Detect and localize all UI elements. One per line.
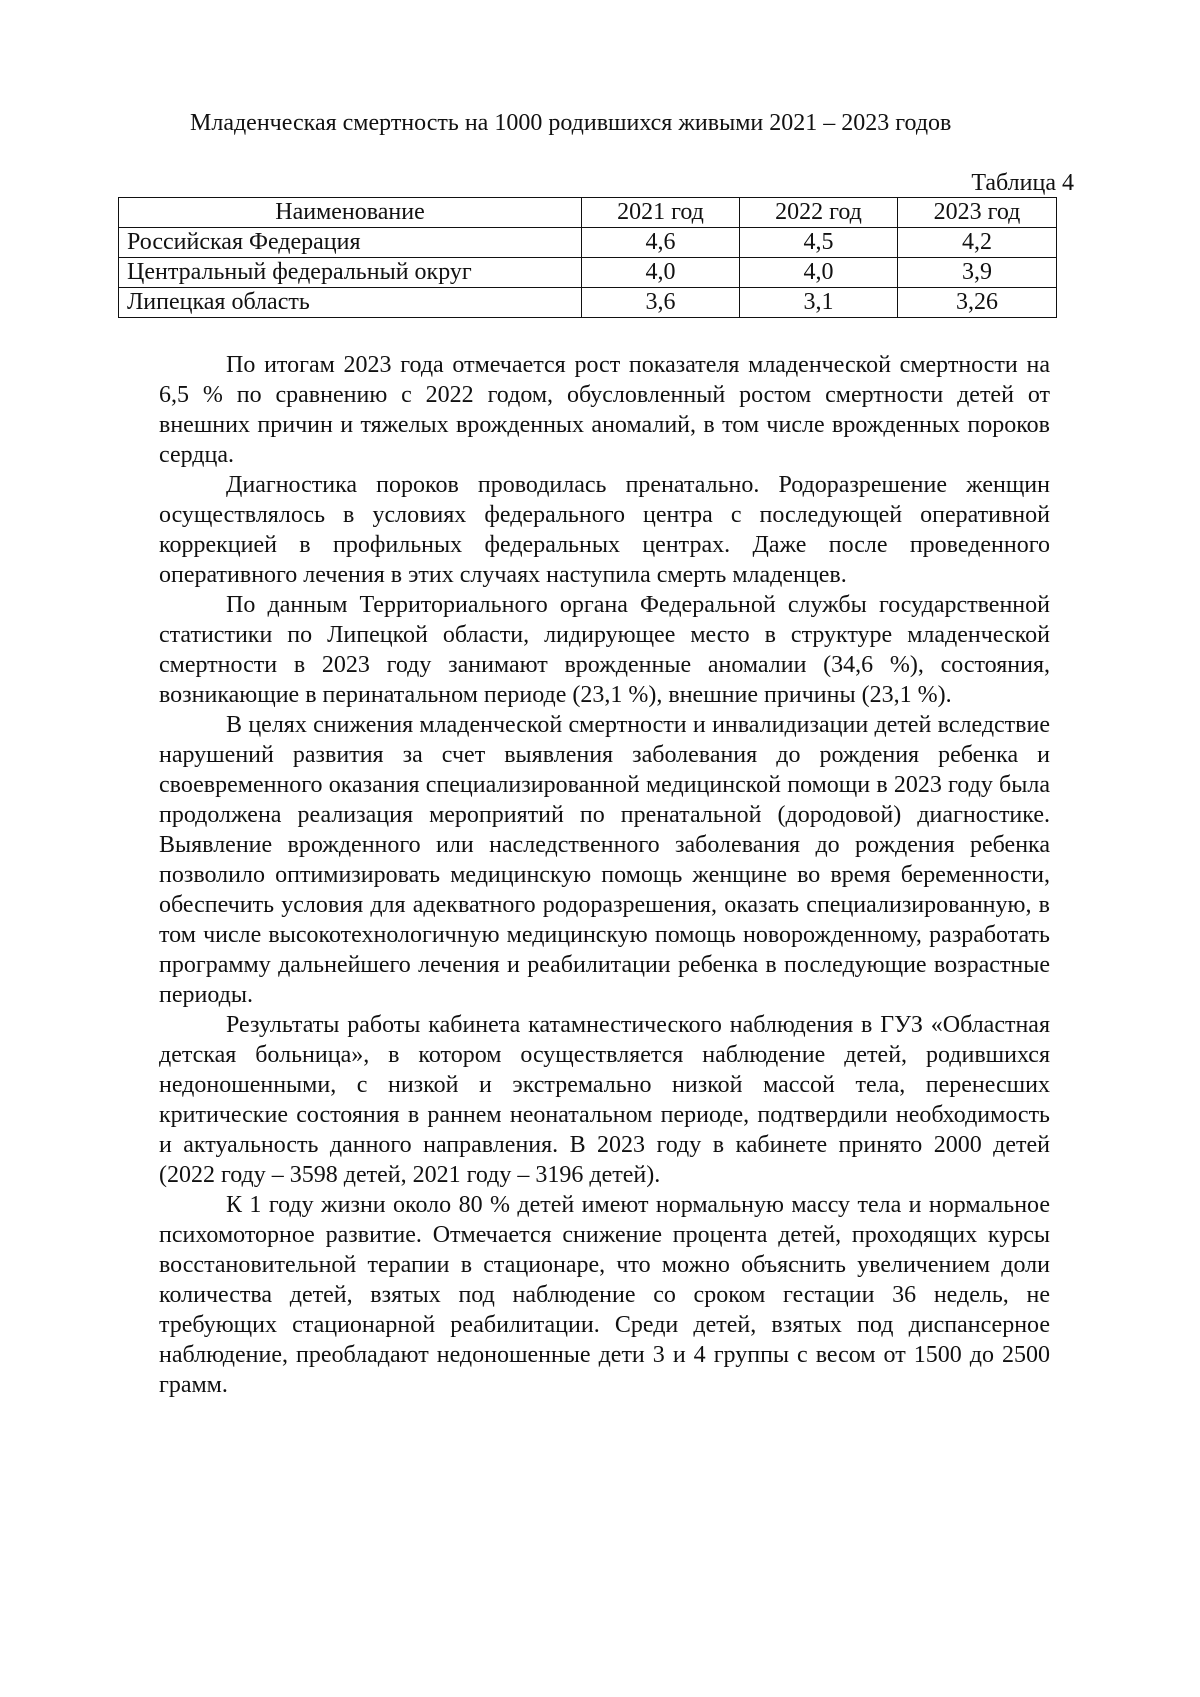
row-name: Российская Федерация xyxy=(119,228,582,258)
paragraph: Диагностика пороков проводилась пренатально. Родоразрешение женщин осуществлялось в условиях федерального центра с последующей оперативной коррекцией в профильных федеральных центрах. Даже после проведенного оперативного лечения в этих случаях наступила смерть младенцев. xyxy=(159,472,1050,588)
table-row xyxy=(119,288,1057,318)
body-text xyxy=(159,350,1050,1400)
table-row xyxy=(119,228,1057,258)
row-name: Центральный федеральный округ xyxy=(119,258,582,288)
cell-2023: 3,26 xyxy=(898,288,1057,318)
cell-2022: 4,5 xyxy=(740,228,898,258)
header-2021: 2021 год xyxy=(582,198,740,228)
cell-2023: 3,9 xyxy=(898,258,1057,288)
cell-2021: 4,6 xyxy=(582,228,740,258)
cell-2021: 4,0 xyxy=(582,258,740,288)
paragraph: К 1 году жизни около 80 % детей имеют нормальную массу тела и нормальное психомоторное развитие. Отмечается снижение процента детей, проходящих курсы восстановительной терапии в стационаре, что можно объяснить увеличением доли количества детей, взятых под наблюдение со сроком гестации 36 недель, не требующих стационарной реабилитации. Среди детей, взятых под диспансерное наблюдение, преобладают недоношенные дети 3 и 4 группы с весом от 1500 до 2500 грамм. xyxy=(159,1192,1050,1398)
header-2023: 2023 год xyxy=(898,198,1057,228)
paragraph: В целях снижения младенческой смертности и инвалидизации детей вследствие нарушений развития за счет выявления заболевания до рождения ребенка и своевременного оказания специализированной медицинской помощи в 2023 году была продолжена реализация мероприятий по пренатальной (дородовой) диагностике. Выявление врожденного или наследственного заболевания до рождения ребенка позволило оптимизировать медицинскую помощь женщине во время беременности, обеспечить условия для адекватного родоразрешения, оказать специализированную, в том числе высокотехнологичную медицинскую помощь новорожденному, разработать программу дальнейшего лечения и реабилитации ребенка в последующие возрастные периоды. xyxy=(159,712,1050,1008)
cell-2022: 3,1 xyxy=(740,288,898,318)
header-name: Наименование xyxy=(119,198,582,228)
header-2022: 2022 год xyxy=(740,198,898,228)
mortality-table xyxy=(118,197,1057,318)
cell-2023: 4,2 xyxy=(898,228,1057,258)
table-row xyxy=(119,258,1057,288)
cell-2022: 4,0 xyxy=(740,258,898,288)
table-header-row xyxy=(119,198,1057,228)
paragraph: По данным Территориального органа Федеральной службы государственной статистики по Липецкой области, лидирующее место в структуре младенческой смертности в 2023 году занимают врожденные аномалии (34,6 %), состояния, возникающие в перинатальном периоде (23,1 %), внешние причины (23,1 %). xyxy=(159,592,1050,708)
document-title: Младенческая смертность на 1000 родившихся живыми 2021 – 2023 годов xyxy=(190,110,952,136)
table-label: Таблица 4 xyxy=(971,170,1074,196)
row-name: Липецкая область xyxy=(119,288,582,318)
paragraph: По итогам 2023 года отмечается рост показателя младенческой смертности на 6,5 % по сравнению с 2022 годом, обусловленный ростом смертности детей от внешних причин и тяжелых врожденных аномалий, в том числе врожденных пороков сердца. xyxy=(159,352,1050,468)
paragraph: Результаты работы кабинета катамнестического наблюдения в ГУЗ «Областная детская больница», в котором осуществляется наблюдение детей, родившихся недоношенными, с низкой и экстремально низкой массой тела, перенесших критические состояния в раннем неонатальном периоде, подтвердили необходимость и актуальность данного направления. В 2023 году в кабинете принято 2000 детей (2022 году – 3598 детей, 2021 году – 3196 детей). xyxy=(159,1012,1050,1188)
cell-2021: 3,6 xyxy=(582,288,740,318)
